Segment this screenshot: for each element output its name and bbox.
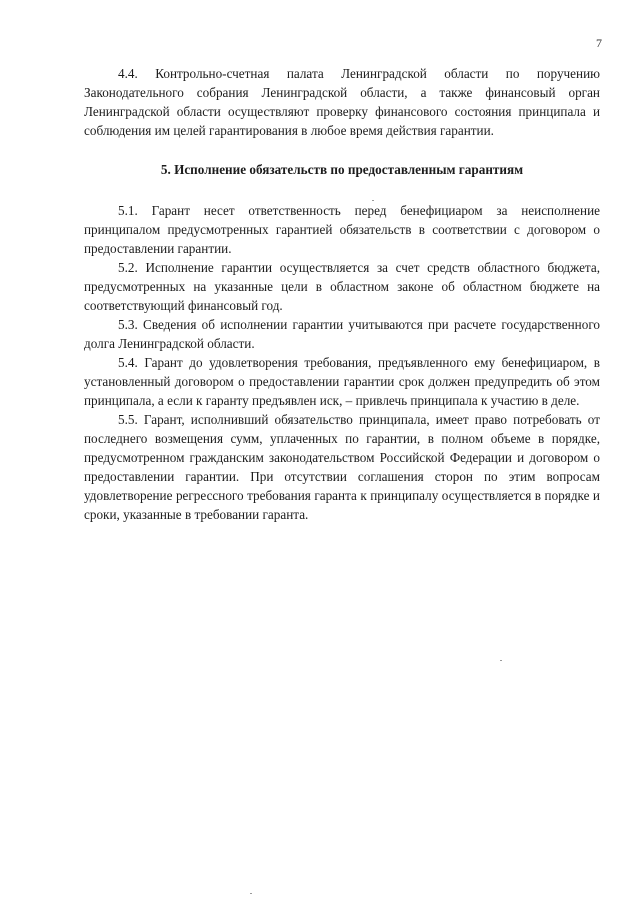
page-number: 7 xyxy=(596,36,602,50)
paragraph-5-2: 5.2. Исполнение гарантии осуществляется за счет средств областного бюджета, предусмотренных на указанные цели в областном законе об областном бюджете на соответствующий финансовый год. xyxy=(84,260,600,313)
document-body xyxy=(84,64,600,524)
section-heading: 5. Исполнение обязательств по предоставленным гарантиям xyxy=(160,162,524,177)
scan-artifact xyxy=(250,893,252,894)
paragraph-5-5: 5.5. Гарант, исполнивший обязательство принципала, имеет право потребовать от последнего возмещения сумм, уплаченных по гарантии, в полном объеме в порядке, предусмотренном гражданским законодательством Российской Федерации и договором о предоставлении гарантии. При отсутствии соглашения сторон по этим вопросам удовлетворение регрессного требования гаранта к принципалу осуществляется в порядке и сроки, указанные в требовании гаранта. xyxy=(84,412,600,522)
paragraph-5-4: 5.4. Гарант до удовлетворения требования, предъявленного ему бенефициаром, в установленный договором о предоставлении гарантии срок должен предупредить об этом принципала, а если к гаранту предъявлен иск, – привлечь принципала к участию в деле. xyxy=(84,355,600,408)
scan-artifact xyxy=(500,660,502,661)
scan-artifact xyxy=(372,200,374,201)
paragraph-4-4: 4.4. Контрольно-счетная палата Ленинградской области по поручению Законодательного собрания Ленинградской области, а также финансовый орган Ленинградской области осуществляют проверку финансового состояния принципала и соблюдения им целей гарантирования в любое время действия гарантии. xyxy=(84,66,600,138)
paragraph-5-3: 5.3. Сведения об исполнении гарантии учитываются при расчете государственного долга Ленинградской области. xyxy=(84,317,600,351)
paragraph-5-1: 5.1. Гарант несет ответственность перед бенефициаром за неисполнение принципалом предусмотренных гарантией обязательств в соответствии с договором о предоставлении гарантии. xyxy=(84,203,600,256)
